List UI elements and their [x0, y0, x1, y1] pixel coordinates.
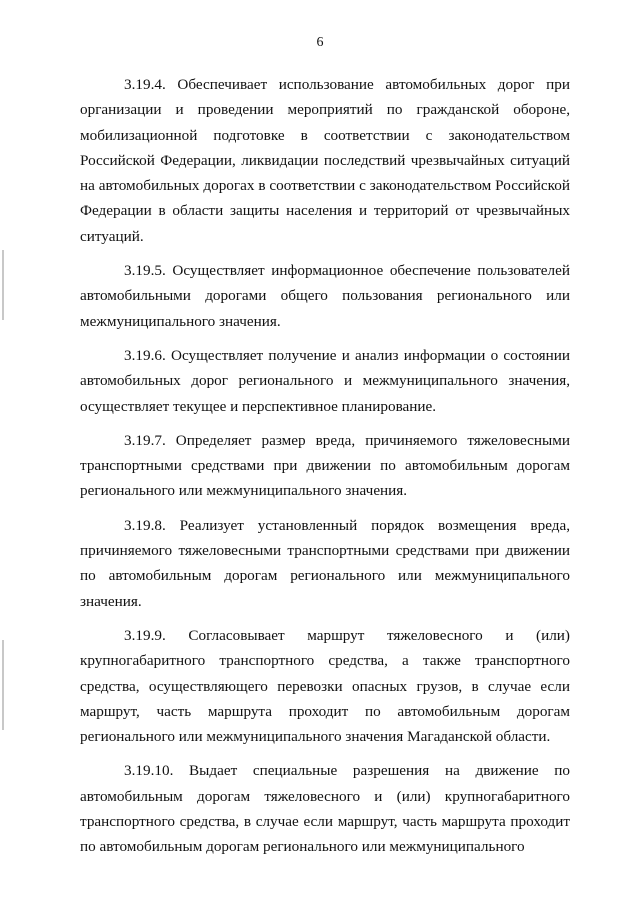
document-body [80, 72, 570, 860]
paragraph-3-19-7: 3.19.7. Определяет размер вреда, причиняемого тяжеловесными транспортными средствами при движении по автомобильным дорогам регионального или межмуниципального значения. [80, 431, 570, 500]
paragraph-3-19-6: 3.19.6. Осуществляет получение и анализ информации о состоянии автомобильных дорог регионального и межмуниципального значения, осуществляет текущее и перспективное планирование. [80, 346, 570, 415]
page-number: 6 [316, 35, 324, 50]
scan-edge-mark [2, 250, 4, 320]
paragraph-3-19-4: 3.19.4. Обеспечивает использование автомобильных дорог при организации и проведении мероприятий по гражданской обороне, мобилизационной подготовке в соответствии с законодательством Российской Федерации, ликвидации последствий чрезвычайных ситуаций на автомобильных дорогах в соответствии с законодательством Российской Федерации в области защиты населения и территорий от чрезвычайных ситуаций. [80, 76, 570, 245]
paragraph-3-19-8: 3.19.8. Реализует установленный порядок возмещения вреда, причиняемого тяжеловесными транспортными средствами при движении по автомобильным дорогам регионального или межмуниципального значения. [80, 516, 570, 610]
scan-edge-mark [2, 640, 4, 730]
paragraph-3-19-9: 3.19.9. Согласовывает маршрут тяжеловесного и (или) крупногабаритного транспортного средства, а также транспортного средства, осуществляющего перевозки опасных грузов, в случае если маршрут, часть маршрута проходит по автомобильным дорогам регионального или межмуниципального значения Магаданской области. [80, 626, 570, 746]
paragraph-3-19-5: 3.19.5. Осуществляет информационное обеспечение пользователей автомобильными дорогами общего пользования регионального или межмуниципального значения. [80, 262, 570, 330]
paragraph-3-19-10: 3.19.10. Выдает специальные разрешения на движение по автомобильным дорогам тяжеловесного и (или) крупногабаритного транспортного средства, в случае если маршрут, часть маршрута проходит по автомобильным дорогам регионального или межмуниципального [80, 762, 570, 856]
